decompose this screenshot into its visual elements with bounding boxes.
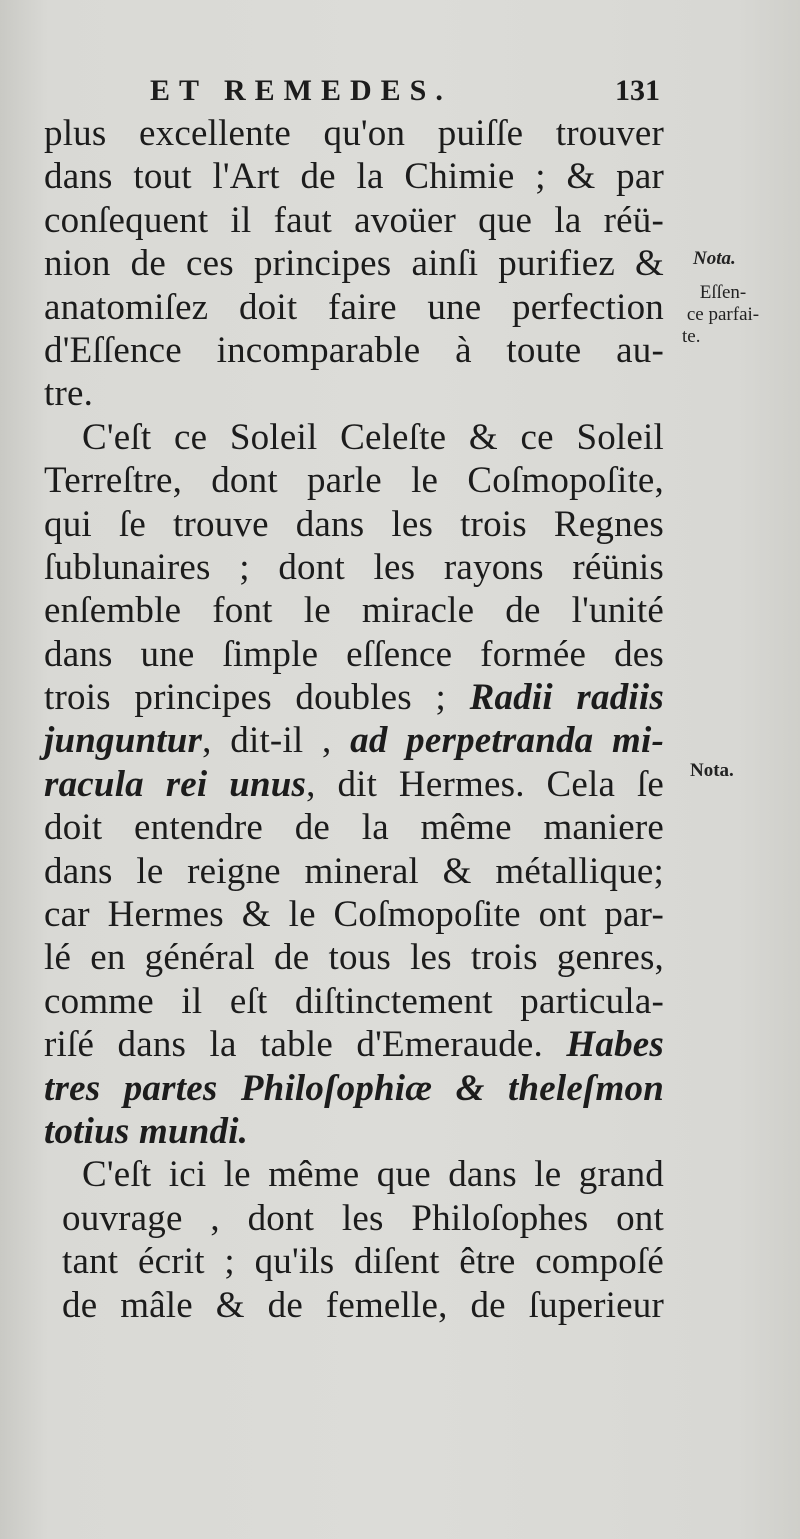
text-span: riſé dans la table d'Emeraude. [44, 1024, 567, 1066]
latin-quote: ad perpetranda mi- [350, 720, 665, 762]
text-line: dans tout l'Art de la Chimie ; & par [44, 156, 664, 198]
margin-note-line: te. [682, 326, 701, 347]
text-line: dans le reigne mineral & métallique; [44, 850, 664, 892]
text-line: lé en général de tous les trois genres, [44, 937, 664, 979]
text-line: qui ſe trouve dans les trois Regnes [44, 503, 664, 545]
margin-note-essence [678, 282, 768, 348]
margin-note-nota: Nota. [690, 760, 734, 781]
latin-quote: Habes [566, 1024, 664, 1066]
text-line [44, 1067, 664, 1110]
text-line: tre. [44, 373, 94, 415]
text-line: C'eſt ce Soleil Celeſte & ce Soleil [82, 416, 664, 458]
margin-note-line: ce parfai- [686, 304, 760, 325]
text-line-mixed [44, 676, 664, 719]
latin-quote: Radii radiis [469, 677, 664, 719]
text-line: enſemble font le miracle de l'unité [44, 590, 664, 632]
text-line [44, 1110, 664, 1153]
text-span: trois principes doubles ; [44, 677, 470, 719]
text-line-mixed [44, 763, 664, 806]
text-line: d'Eſſence incomparable à toute au- [44, 329, 664, 371]
text-line: anatomiſez doit faire une perfection [44, 286, 664, 328]
text-span: , dit Hermes. Cela ſe [306, 763, 664, 805]
page-number: 131 [615, 74, 660, 107]
text-line: dans une ſimple eſſence formée des [44, 633, 664, 675]
text-line: nion de ces principes ainſi purifiez & [44, 243, 664, 285]
margin-note-nota: Nota. [693, 248, 736, 269]
text-line: comme il eſt diſtinctement particula- [44, 980, 664, 1022]
text-line: conſequent il faut avoüer que la réü- [44, 199, 664, 241]
text-line: de mâle & de femelle, de ſuperieur [62, 1284, 664, 1326]
latin-quote: tres partes Philoſophiæ & theleſmon [44, 1067, 664, 1109]
text-line: plus excellente qu'on puiſſe trouver [44, 113, 664, 154]
text-line: C'eſt ici le même que dans le grand [82, 1154, 664, 1196]
text-line: ſublunaires ; dont les rayons réünis [44, 546, 664, 588]
running-head-title: ET REMEDES. [150, 74, 452, 107]
text-line: Terreſtre, dont parle le Coſmopoſite, [44, 460, 664, 502]
text-line-mixed [44, 719, 664, 762]
running-head [150, 74, 660, 114]
latin-quote: totius mundi. [44, 1110, 249, 1152]
text-line: ouvrage , dont les Philoſophes ont [62, 1197, 664, 1239]
margin-note-line: Eſſen- [699, 282, 747, 303]
body-text [44, 112, 664, 1327]
text-line-mixed [44, 1023, 664, 1066]
text-line: car Hermes & le Coſmopoſite ont par- [44, 894, 664, 936]
latin-quote: jungunt [44, 720, 167, 762]
latin-quote: ur [166, 720, 203, 762]
text-line: doit entendre de la même maniere [44, 807, 664, 849]
text-line: tant écrit ; qu'ils diſent être compoſé [62, 1241, 664, 1283]
text-span: , dit-il , [202, 720, 351, 762]
latin-quote: racula rei unus [44, 763, 307, 805]
